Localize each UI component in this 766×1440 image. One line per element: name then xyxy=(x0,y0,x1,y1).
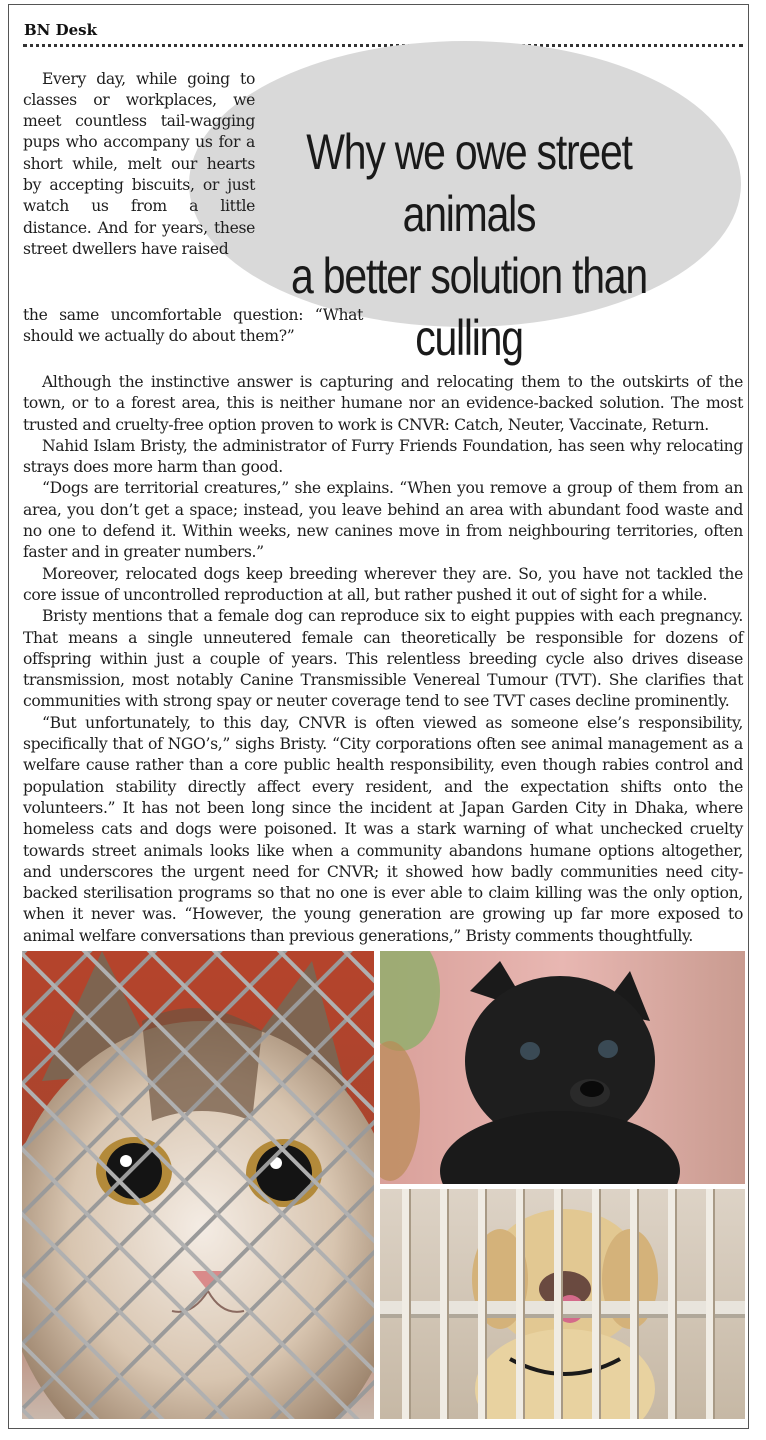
puppy-photo xyxy=(380,951,745,1184)
article-body xyxy=(23,372,743,947)
paragraph: “Dogs are territorial creatures,” she explains. “When you remove a group of them from an area, you don’t get a space; instead, you leave behind an area with abundant food waste and no one to defend it. Within weeks, new canines move in from neighbouring territories, often faster and in greater numbers.” xyxy=(23,479,743,562)
paragraph: Bristy mentions that a female dog can reproduce six to eight puppies with each pregnancy. That means a single unneutered female can theoretically be responsible for dozens of offspring within just a couple of years. This relentless breeding cycle also drives disease transmission, most notably Canine Transmissible Venereal Tumour (TVT). She clarifies that communities with strong spay or neuter coverage tend to see TVT cases decline prominently. xyxy=(23,607,743,711)
paragraph: Although the instinctive answer is capturing and relocating them to the outskirts of the town, or to a forest area, this is neither humane nor an evidence-backed solution. The most trusted and cruelty-free option proven to work is CNVR: Catch, Neuter, Vaccinate, Return. xyxy=(23,373,743,434)
intro-wide-column xyxy=(23,289,363,363)
newspaper-page xyxy=(8,4,749,1429)
intro-narrow-column xyxy=(23,53,255,276)
headline-line-1: Why we owe street animals xyxy=(306,124,632,242)
intro-paragraph-continued: the same uncomfortable question: “What should we actually do about them?” xyxy=(23,305,363,345)
paragraph: “But unfortunately, to this day, CNVR is often viewed as someone else’s responsibility, specifically that of NGO’s,” sighs Bristy. “City corporations often see animal management as a welfare cause rather than a core public health responsibility, even though rabies control and population stability directly affect every resident, and the expectation shifts onto the volunteers.” It has not been long since the incident at Japan Garden City in Dhaka, where homeless cats and dogs were poisoned. It was a stark warning of what unchecked cruelty towards street animals looks like when a community abandons humane options altogether, and underscores the urgent need for CNVR; it showed how badly communities need city-backed sterilisation programs so that no one is ever able to claim killing was the only option, when it never was. “However, the young generation are growing up far more exposed to animal welfare conversations than previous generations,” Bristy comments thoughtfully. xyxy=(23,713,743,945)
headline-line-3: culling xyxy=(415,310,523,366)
photo-collage xyxy=(22,951,745,1419)
caged-dog-photo xyxy=(380,1189,745,1419)
byline: BN Desk xyxy=(24,21,98,39)
cat-photo xyxy=(22,951,374,1419)
intro-paragraph: Every day, while going to classes or workplaces, we meet countless tail-wagging pups who accompany us for a short while, melt our hearts by accepting biscuits, or just watch us from a little distance. And for years, these street dwellers have raised xyxy=(23,69,255,258)
paragraph: Nahid Islam Bristy, the administrator of Furry Friends Foundation, has seen why relocating strays does more harm than good. xyxy=(23,436,743,477)
headline-line-2: a better solution than xyxy=(291,248,647,304)
paragraph: Moreover, relocated dogs keep breeding wherever they are. So, you have not tackled the core issue of uncontrolled reproduction at all, but rather pushed it out of sight for a while. xyxy=(23,564,743,604)
